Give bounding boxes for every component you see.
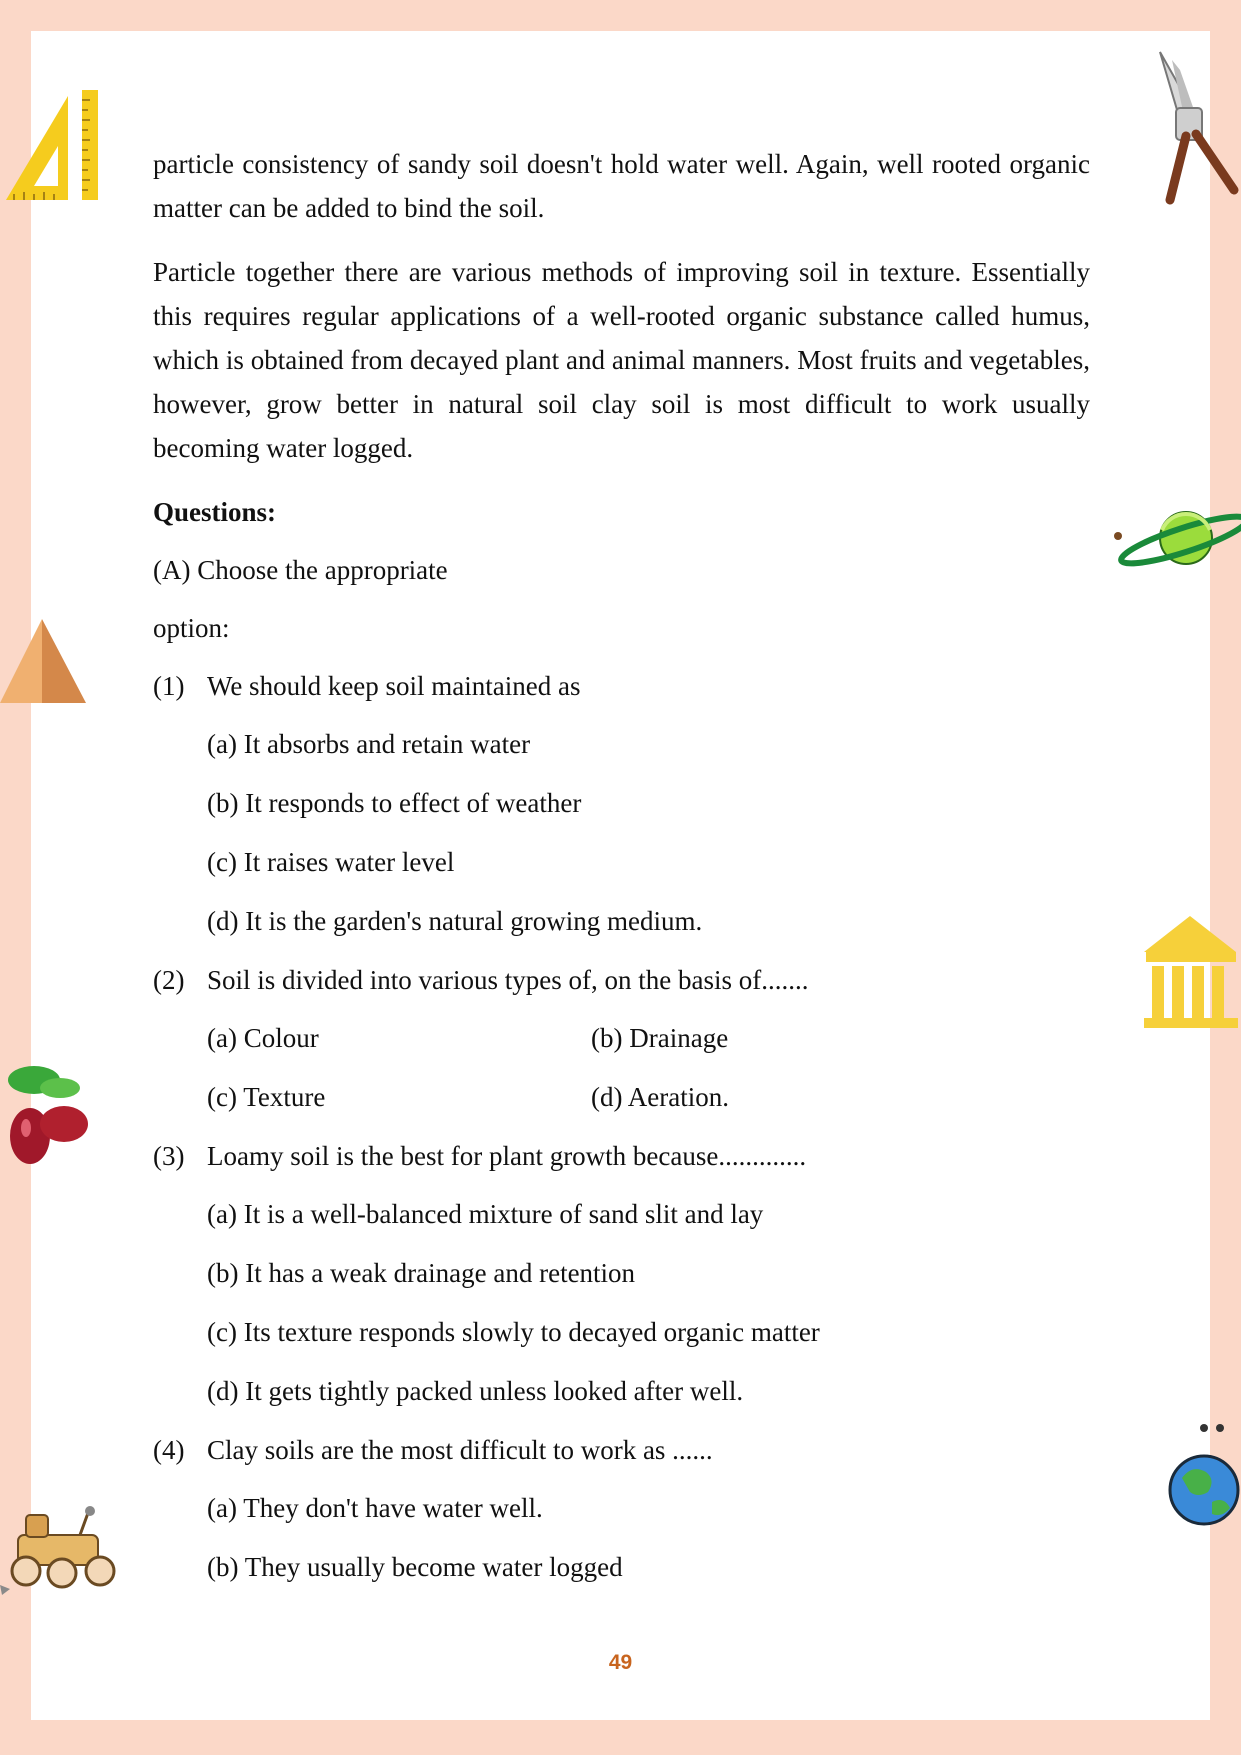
questions-heading: Questions: bbox=[153, 497, 277, 527]
option-2a: (a) Colour bbox=[207, 1023, 319, 1053]
moon-rover-icon bbox=[0, 1505, 125, 1595]
question-text: Soil is divided into various types of, on the basis of....... bbox=[207, 965, 809, 995]
option-1d: (d) It is the garden's natural growing medium. bbox=[207, 906, 703, 936]
question-number: (3) bbox=[153, 1141, 185, 1171]
option-3d: (d) It gets tightly packed unless looked after well. bbox=[207, 1376, 744, 1406]
question-1 bbox=[153, 664, 1090, 708]
question-text: We should keep soil maintained as bbox=[207, 671, 581, 701]
kidney-beans-icon bbox=[4, 1058, 94, 1168]
page-content bbox=[153, 142, 1090, 1604]
section-a-instruction-line-1: (A) Choose the appropriate bbox=[153, 555, 448, 585]
option-3b: (b) It has a weak drainage and retention bbox=[207, 1258, 636, 1288]
option-1b: (b) It responds to effect of weather bbox=[207, 788, 582, 818]
question-text: Clay soils are the most difficult to work as ...... bbox=[207, 1435, 713, 1465]
question-number: (4) bbox=[153, 1435, 185, 1465]
option-1a: (a) It absorbs and retain water bbox=[207, 729, 531, 759]
options-row-2ab bbox=[153, 1016, 1090, 1060]
question-text: Loamy soil is the best for plant growth because............. bbox=[207, 1141, 807, 1171]
option-3a: (a) It is a well-balanced mixture of sand slit and lay bbox=[207, 1199, 764, 1229]
option-3c: (c) Its texture responds slowly to decayed organic matter bbox=[207, 1317, 820, 1347]
option-4a: (a) They don't have water well. bbox=[207, 1493, 543, 1523]
question-number: (1) bbox=[153, 671, 185, 701]
earth-globe-icon bbox=[1168, 1420, 1241, 1530]
question-4 bbox=[153, 1428, 1090, 1472]
ruler-triangle-icon bbox=[4, 88, 104, 203]
section-a-instruction-line-2: option: bbox=[153, 613, 230, 643]
question-2 bbox=[153, 958, 1090, 1002]
option-2d: (d) Aeration. bbox=[591, 1082, 729, 1112]
option-1c: (c) It raises water level bbox=[207, 847, 455, 877]
question-number: (2) bbox=[153, 965, 185, 995]
passage-paragraph-1: particle consistency of sandy soil doesn't hold water well. Again, well rooted organic matter can be added to bind the soil. bbox=[153, 149, 1090, 223]
option-2b: (b) Drainage bbox=[591, 1023, 729, 1053]
question-3 bbox=[153, 1134, 1090, 1178]
pyramid-icon bbox=[0, 615, 90, 705]
option-4b: (b) They usually become water logged bbox=[207, 1552, 623, 1582]
saturn-planet-icon bbox=[1110, 500, 1241, 570]
page-number: 49 bbox=[608, 1651, 633, 1674]
temple-columns-icon bbox=[1140, 912, 1241, 1030]
pliers-icon bbox=[1150, 50, 1240, 205]
passage-paragraph-2: Particle together there are various methods of improving soil in texture. Essentially this requires regular applications of a well-rooted organic substance called humus, which is obtained from decayed plant and animal manners. Most fruits and vegetables, however, grow better in natural soil clay soil is most difficult to work usually becoming water logged. bbox=[153, 257, 1090, 463]
option-2c: (c) Texture bbox=[207, 1082, 326, 1112]
options-row-2cd bbox=[153, 1075, 1090, 1119]
